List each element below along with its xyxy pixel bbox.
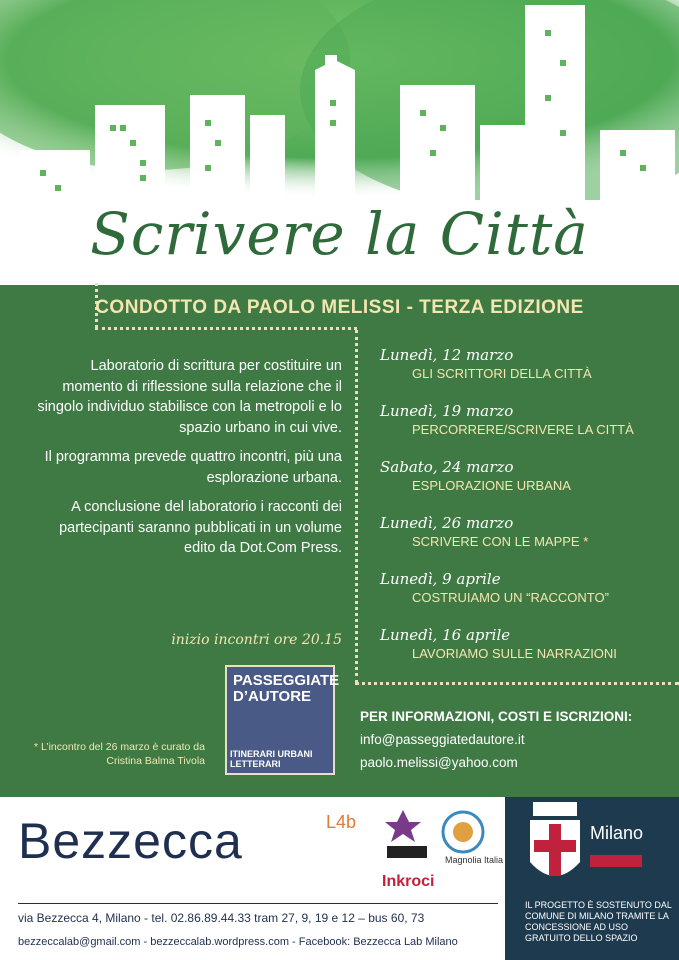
- partner-name: Magnolia Italia: [445, 855, 504, 865]
- start-time: inizio incontri ore 20.15: [171, 632, 342, 648]
- contact-email-link[interactable]: info@passeggiatedautore.it: [360, 732, 525, 747]
- contact-info: [360, 705, 670, 774]
- schedule-item: [380, 625, 679, 681]
- dotted-divider: [95, 327, 357, 330]
- milano-name: Milano: [590, 823, 644, 843]
- event-title: PERCORRERE/SCRIVERE LA CITTÀ: [412, 422, 634, 437]
- schedule-item: [380, 457, 679, 513]
- dotted-divider: [355, 682, 679, 685]
- inkroci-logo: Inkroci: [382, 873, 435, 890]
- schedule-item: [380, 513, 679, 569]
- passeggiate-badge: [225, 665, 340, 775]
- badge-title: PASSEGGIATE D’AUTORE: [233, 672, 340, 705]
- event-date: Lunedì, 9 aprile: [380, 570, 501, 588]
- contact-heading: PER INFORMAZIONI, COSTI E ISCRIZIONI:: [360, 709, 633, 724]
- intro-paragraph: Laboratorio di scrittura per costituire un momento di riflessione sulla relazione che il singolo individuo stabilisce con la metropoli e lo spazio urbano in cui vive.: [37, 358, 342, 436]
- event-date: Sabato, 24 marzo: [380, 458, 514, 476]
- footer-web-links[interactable]: bezzeccalab@gmail.com - bezzeccalab.wordpress.com - Facebook: Bezzecca Lab Milano: [18, 936, 458, 948]
- poster-title: Scrivere la Città: [90, 200, 589, 268]
- schedule-item: [380, 345, 679, 401]
- event-title: SCRIVERE CON LE MAPPE *: [412, 534, 589, 549]
- event-title: ESPLORAZIONE URBANA: [412, 478, 571, 493]
- schedule-item: [380, 401, 679, 457]
- footer-divider: [18, 903, 498, 904]
- milano-coat-of-arms-icon: [525, 802, 585, 892]
- lab-logo-suffix: L4b: [326, 812, 357, 832]
- event-title: COSTRUIAMO UN “RACCONTO”: [412, 590, 609, 605]
- event-date: Lunedì, 16 aprile: [380, 626, 511, 644]
- event-date: Lunedì, 12 marzo: [380, 346, 514, 364]
- bezzecca-logo: Bezzecca: [18, 813, 243, 869]
- event-date: Lunedì, 19 marzo: [380, 402, 514, 420]
- poster-subtitle: CONDOTTO DA PAOLO MELISSI - TERZA EDIZIONE: [95, 297, 584, 318]
- footer-address: via Bezzecca 4, Milano - tel. 02.86.89.44.33 tram 27, 9, 19 e 12 – bus 60, 73: [18, 911, 425, 925]
- schedule-item: [380, 569, 679, 625]
- contact-email-link[interactable]: paolo.melissi@yahoo.com: [360, 755, 518, 770]
- intro-text: [30, 356, 342, 568]
- event-title: GLI SCRITTORI DELLA CITTÀ: [412, 366, 592, 381]
- badge-caption: ITINERARI URBANI LETTERARI: [230, 749, 313, 769]
- event-title: LAVORIAMO SULLE NARRAZIONI: [412, 646, 617, 661]
- intro-paragraph: Il programma prevede quattro incontri, più una esplorazione urbana.: [44, 449, 342, 486]
- event-date: Lunedì, 26 marzo: [380, 514, 514, 532]
- footnote: * L’incontro del 26 marzo è curato da Cristina Balma Tivola: [33, 741, 205, 767]
- milano-red-bar: [590, 855, 642, 867]
- dotted-divider: [355, 330, 358, 683]
- milano-support-text: IL PROGETTO È SOSTENUTO DAL COMUNE DI MILANO TRAMITE LA CONCESSIONE AD USO GRATUITO DELLO SPAZIO: [525, 900, 672, 943]
- schedule-list: [380, 345, 679, 681]
- milano-sponsor: [505, 797, 679, 960]
- intro-paragraph: A conclusione del laboratorio i racconti dei partecipanti saranno pubblicati in un volume edito da Dot.Com Press.: [59, 499, 342, 556]
